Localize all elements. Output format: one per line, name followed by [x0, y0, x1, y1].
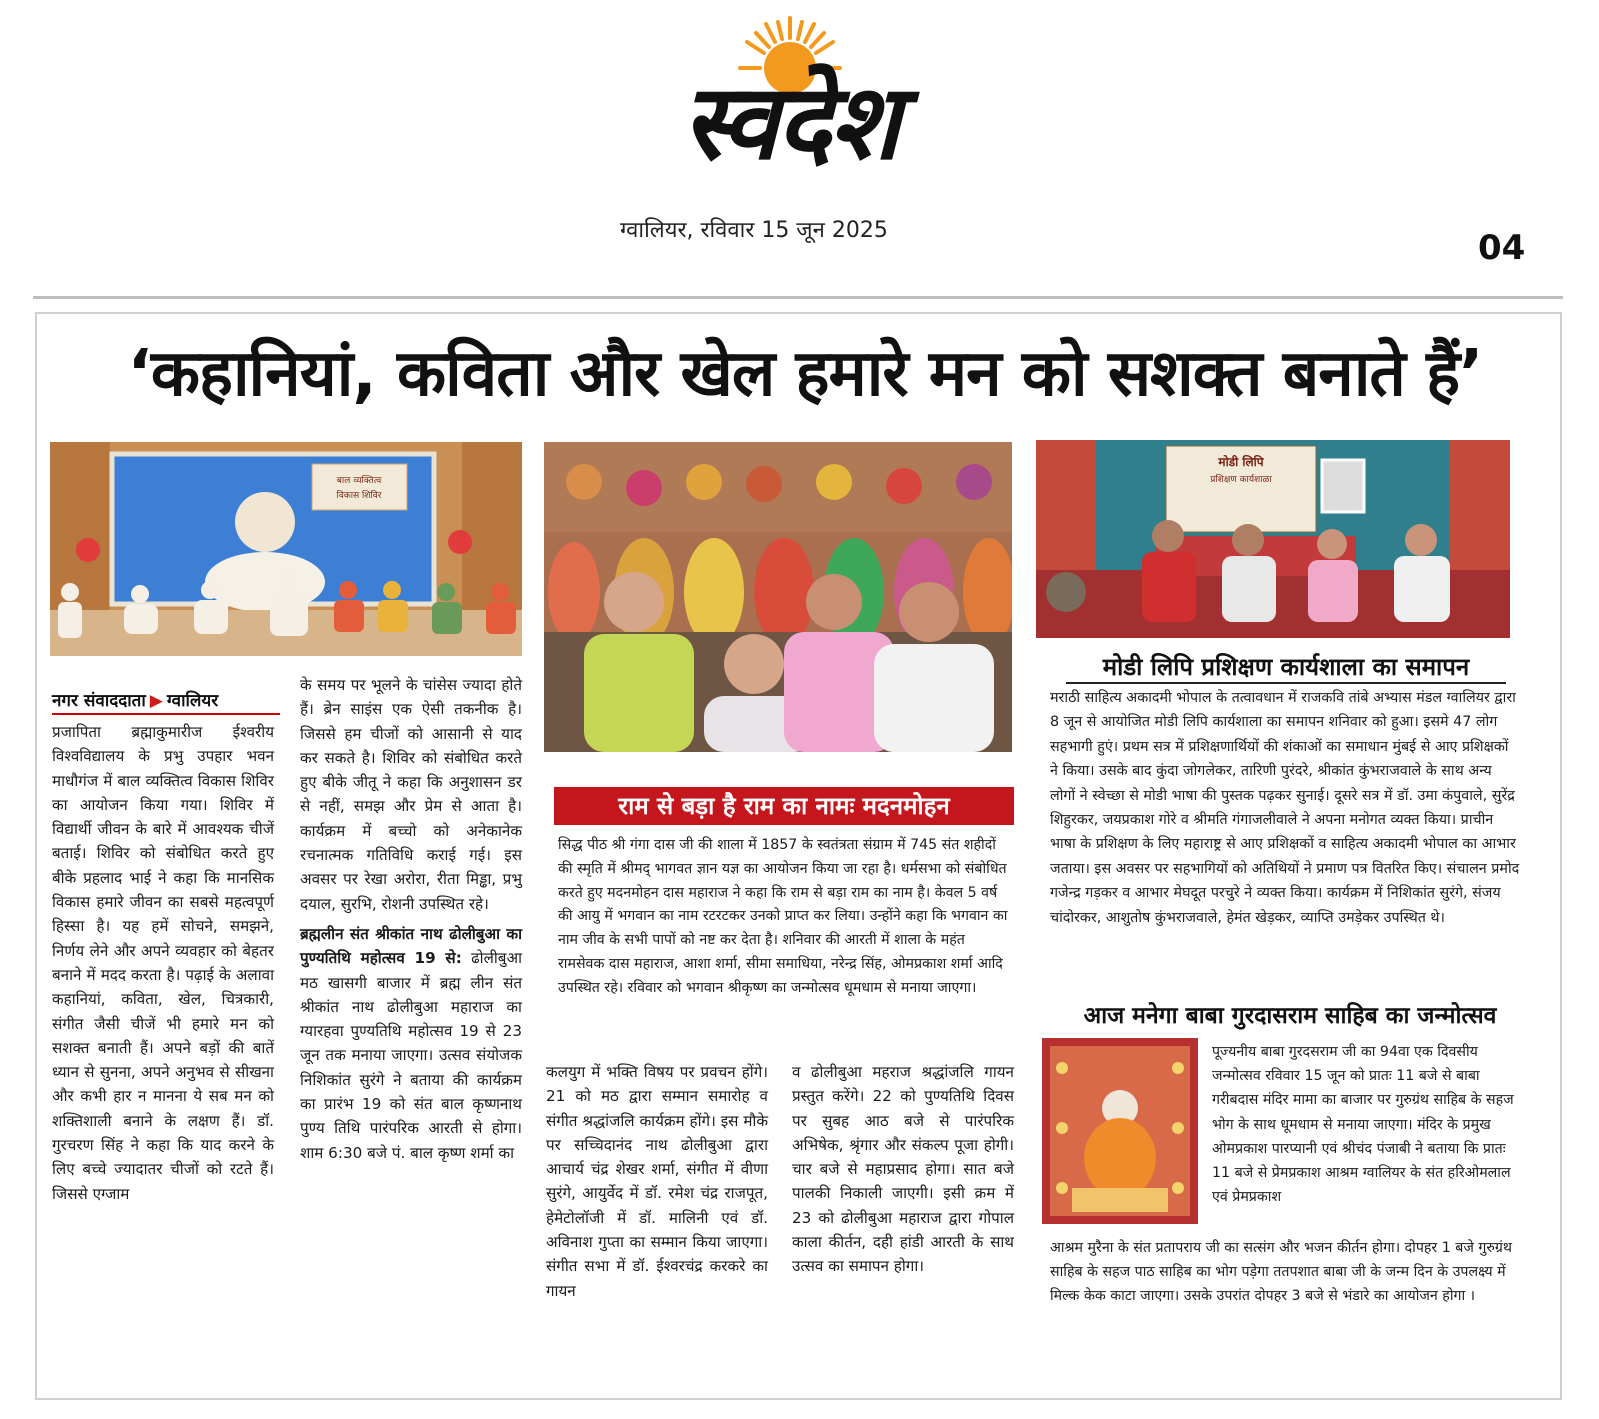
story4-heading: मोडी लिपि प्रशिक्षण कार्यशाला का समापन: [1102, 653, 1470, 681]
newspaper-logo: [560, 10, 1020, 190]
story5-body-a: पूज्यनीय बाबा गुरदसराम जी का 94वा एक दिवसीय जन्मोत्सव रविवार 15 जून को प्रातः 11 बजे से बाबा गरीबदास मंदिर मामा का बाजार पर गुरुग्रंथ साहिब के सहज भोग के साथ धूमधाम से मनाया जाएगा। मंदिर के प्रमुख ओमप्रकाश पारप्यानी एवं श्रीचंद पंजाबी ने बताया कि प्रातः 11 बजे से प्रेमप्रकाश आश्रम ग्वालियर के संत हरिओमलाल एवं प्रेमप्रकाश: [1212, 1044, 1514, 1206]
byline: [52, 688, 280, 715]
story1-col1-text: प्रजापिता ब्रह्माकुमारीज ईश्वरीय विश्वविद्यालय के प्रभु उपहार भवन माधौगंज में बाल व्यक्तित्व विकास शिविर का आयोजन किया गया। शिविर में विद्यार्थी जीवन के बारे में आवश्यक चीजें बताई। शिविर को संबोधित करते हुए बीके प्रहलाद भाई ने कहा कि मानसिक विकास हमारे जीवन का सबसे महत्वपूर्ण हिस्सा है। यह हमें सोचने, समझने, निर्णय लेने और अपने व्यवहार को बेहतर बनाने में मदद करता है। पढ़ाई के अलावा कहानियां, कविता, खेल, चित्रकारी, संगीत जैसी चीजें भी हमारे मन को सशक्त बनाती हैं। अपने बड़ों की बातें ध्यान से सुनना, अपने अनुभव से सीखना और कभी हार न मानना ये सब मन को शक्तिशाली बनाने के लक्षण हैं। डॉ. गुरचरण सिंह ने कहा कि याद करने के लिए बच्चे ज्यादातर चीजों को रटते हैं। जिससे एग्जाम: [52, 723, 274, 1203]
story2-column4: [792, 1060, 1014, 1279]
photo-children-camp: [50, 442, 522, 656]
photo3-banner-title: मोडी लिपि: [1218, 455, 1264, 469]
story1-col2-text: के समय पर भूलने के चांसेस ज्यादा होते हैं। ब्रेन साइंस एक ऐसी तकनीक है। जिससे हम चीजों को आसानी से याद कर सकते है। शिविर को संबोधित करते हुए बीके जीतू ने कहा कि अनुशासन डर से नहीं, समझ और प्रेम से आता है। कार्यक्रम में बच्चो को अनेकानेक रचनात्मक गतिविधि कराई गई। इस अवसर पर रेखा अरोरा, रीता मिड्ढा, प्रभु दयाल, सुरभि, रोशनी उपस्थित रहे।: [300, 676, 522, 913]
page-number: 04: [1478, 228, 1526, 268]
top-rule: [33, 296, 1563, 299]
byline-arrow-icon: ▶: [149, 691, 163, 711]
photo1-banner-line1: बाल व्यक्तित्व: [336, 476, 382, 486]
photo-modi-lipi-workshop: [1036, 440, 1510, 638]
byline-reporter: नगर संवाददाता: [52, 691, 146, 711]
main-headline: ‘कहानियां, कविता और खेल हमारे मन को सशक्त बनाते हैं’: [127, 337, 1483, 411]
story2-col4-text: व ढोलीबुआ महराज श्रद्धांजलि गायन प्रस्तुत करेंगे। 22 को पुण्यतिथि दिवस पर सुबह आठ बजे से पारंपरिक अभिषेक, श्रृंगार और संकल्प पूजा होगी। चार बजे से महाप्रसाद होगा। सात बजे पालकी निकाली जाएगी। इसी क्रम में 23 को ढोलीबुआ महाराज द्वारा गोपाल काला कीर्तन, दही हांडी आरती के साथ उत्सव का समापन होगा।: [792, 1063, 1014, 1276]
story5-heading: आज मनेगा बाबा गुरदासराम साहिब का जन्मोत्सव: [1083, 1003, 1497, 1029]
story2-column3: [546, 1060, 768, 1303]
story2-col3-text: कलयुग में भक्ति विषय पर प्रवचन होंगे। 21 को मठ द्वारा सम्मान समारोह व संगीत श्रद्धांजलि कार्यक्रम होंगे। इस मौके पर सच्चिदानंद नाथ ढोलीबुआ द्वारा आचार्य चंद्र शेखर शर्मा, संगीत में वीणा सुरंगे, आयुर्वेद में डॉ. रमेश चंद्र राजपूत, हेमेटोलॉजी में डॉ. मालिनी एवं डॉ. अविनाश गुप्ता का सम्मान किया जाएगा। संगीत सभा में डॉ. ईश्वरचंद्र करकरे का गायन: [546, 1063, 768, 1300]
photo1-banner-line2: विकास शिविर: [336, 491, 382, 501]
photo3-banner-sub: प्रशिक्षण कार्यशाळा: [1210, 475, 1272, 485]
story1-column2: [300, 673, 522, 1165]
story4-body: मराठी साहित्य अकादमी भोपाल के तत्वावधान में राजकवि तांबे अभ्यास मंडल ग्वालियर द्वारा 8 जून से आयोजित मोडी लिपि कार्यशाला का समापन शनिवार को हुआ। इसमे 47 लोग सहभागी हुएं। प्रथम सत्र में प्रशिक्षणार्थियों की शंकाओं का समाधान मुंबई से आए प्रशिक्षकों ने किया। उसके बाद कुंदा जोगलेकर, तारिणी पुरंदरे, श्रीकांत कुंभराजवाले के साथ अन्य लोगों ने स्वेच्छा से मोडी भाषा की पुस्तक पढ़कर सुनाई। दूसरे सत्र में डॉ. उमा कंपुवाले, सुरेंद्र शिहुरकर, जयप्रकाश गोरे व श्रीमति गंगाजलीवाले ने अपना मनोगत व्यक्त किया। प्राचीन भाषा के प्रशिक्षण के लिए महाराष्ट्र से आए प्रशिक्षकों व साहित्य अकादमी भोपाल का आभार जताया। इस अवसर पर सहभागियों को अतिथियों ने प्रमाण पत्र वितरित किए। संचालन प्रमोद गजेन्द्र गड़कर व आभार मेघदूत परचुरे ने व्यक्त किया। कार्यक्रम में निशिकांत सुरंगे, संजय चांदोरकर, आशुतोष कुंभराजवाले, हेमंत खेड़कर, व्याप्ति उमड़ेकर उपस्थित थे।: [1050, 690, 1520, 926]
logo-title: स्वदेश: [681, 60, 899, 183]
story2-col2-text: ढोलीबुआ मठ खासगी बाजार में ब्रह्म लीन संत श्रीकांत नाथ ढोलीबुआ महाराज का ग्यारहवा पुण्यतिथि महोत्सव 19 से 23 जून तक मनाया जाएगा। उत्सव संयोजक निशिकांत सुरंगे ने बताया की कार्यक्रम का प्रारंभ 19 को संत बाल कृष्णनाथ पुण्य तिथि पारंपरिक आरती से होगा। शाम 6:30 बजे पं. बाल कृष्ण शर्मा का: [300, 949, 523, 1162]
story5-body-b: आश्रम मुरैना के संत प्रतापराय जी का सत्संग और भजन कीर्तन होगा। दोपहर 1 बजे गुरुग्रंथ साहिब के सहज पाठ साहिब का भोग पड़ेगा ततपशात बाबा जी के जन्म दिन के उपलक्ष्य में मिल्क केक काटा जाएगा। उसके उपरांत दोपहर 3 बजे से भंडारे का आयोजन होगा ।: [1050, 1240, 1512, 1305]
photo-baba-idol: [1042, 1038, 1198, 1224]
story1-column1: [52, 720, 274, 1206]
story4-underline: [1066, 682, 1506, 684]
story2-heading: ब्रह्मलीन संत श्रीकांत नाथ ढोलीबुआ का पुण्यतिथि महोत्सव 19 से:: [300, 924, 522, 968]
dateline: ग्वालियर, रविवार 15 जून 2025: [620, 218, 888, 243]
photo-audience: [544, 442, 1012, 752]
story3-body: सिद्ध पीठ श्री गंगा दास जी की शाला में 1857 के स्वतंत्रता संग्राम में 745 संत शहीदों की स्मृति में श्रीमद् भागवत ज्ञान यज्ञ का आयोजन किया जा रहा है। धर्मसभा को संबोधित करते हुए मदनमोहन दास महाराज ने कहा कि राम से बड़ा राम का नाम है। केवल 5 वर्ष की आयु में भगवान का नाम रटरटकर उनको प्राप्त कर लिया। उन्होंने कहा कि भगवान का नाम जीव के सभी पापों को नष्ट कर देता है। शनिवार की आरती में शाला के महंत रामसेवक दास महाराज, आशा शर्मा, सीमा समाधिया, नरेन्द्र सिंह, ओमप्रकाश शर्मा आदि उपस्थित रहे। रविवार को भगवान श्रीकृष्ण का जन्मोत्सव धूमधाम से मनाया जाएगा।: [558, 837, 1008, 996]
byline-place: ग्वालियर: [166, 691, 219, 711]
masthead: [0, 0, 1599, 295]
story3-heading: राम से बड़ा है राम का नामः मदनमोहन: [554, 787, 1014, 825]
